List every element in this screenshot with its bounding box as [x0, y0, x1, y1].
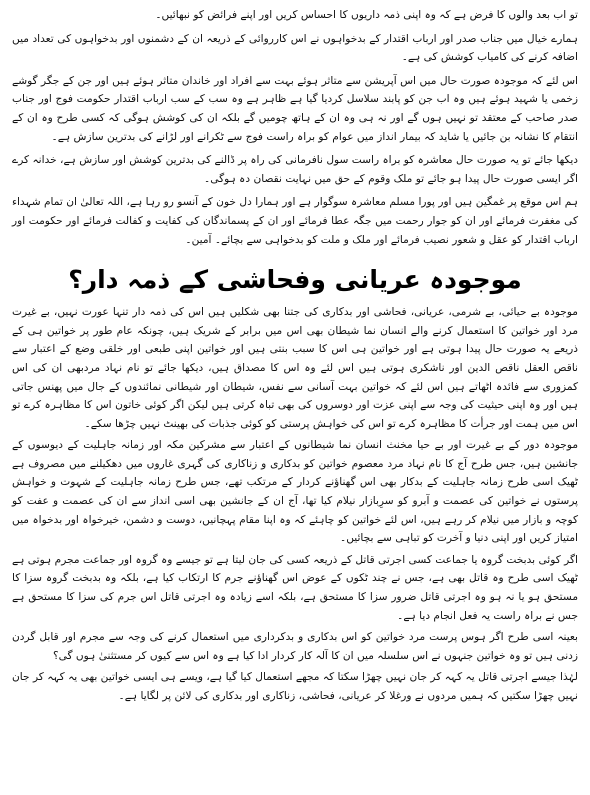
- paragraph-modern-era: موجودہ دور کے بے غیرت اور بے حیا مخنث انسان نما شیطانوں کے اعتبار سے مشرکین مکہ اور زمانہ جاہلیت کے دیوسوں کے جانشین ہیں، جس طرح آج کا نام نہاد مرد معصوم خواتین کو بدکاری و زناکاری کی گہری غاروں میں دھکیلنے میں مصروف ہے ٹھیک اسی طرح زمانہ جاہلیت کے بدکار بھی اس گھناؤنے کردار کے مرتکب تھے، جس طرح زمانہ جاہلیت کے شہوت و خواہش پرستوں نے خواتین کی عصمت و آبرو کو سرِبازار نیلام کیا تھا، آج ان کے جانشین بھی اسی انداز سے ان کی عصمت و عفت کو کوچہ و بازار میں نیلام کر رہے ہیں، اس لئے خواتین کو چاہئے کہ وہ اپنا مقام پہچانیں، دوست و دشمن، خیرخواہ اور بدخواہ میں امتیاز کریں اور اپنی دنیا و آخرت کو تباہی سے بچائیں۔: [12, 439, 578, 545]
- paragraph-opinion: ہمارے خیال میں جناب صدر اور ارباب اقتدار کے بدخواہوں نے اس کارروائی کے ذریعہ ان کے دشمنوں اور بدخواہوں کی تعداد میں اضافہ کرنے کی کامیاب کوشش کی ہے۔: [12, 32, 578, 64]
- paragraph-responsibility: موجودہ بے حیائی، بے شرمی، عریانی، فحاشی اور بدکاری کی جتنا بھی شکلیں ہیں اس کی ذمہ دار تنہا عورت نہیں، بے غیرت مرد اور خواتین کا استعمال کرنے والے انسان نما شیطان بھی اس میں برابر کے شریک ہیں، چونکہ عام طور پر خواتین ہی کے ذریعے یہ صورت حال پیدا ہوتی ہے اور خواتین ہی اس کا سبب بنتی ہیں اور خواتین اپنی طبعی اور خلقی وضع کے اعتبار سے ناقص العقل ناقص الدین اور ناشکری ہوتی ہیں اس لئے وہ اس کا مصداق ہیں، دیکھا جائے تو نام نہاد مردبھی ان کی اس کمزوری سے فائدہ اٹھاتے ہیں اس لئے کہ خواتین بہت آسانی سے نفس، شیطان اور شیطانی نمائندوں کے جال میں پھنس جاتی ہیں اور وہ اپنی حیثیت کی وجہ سے اپنی عزت اور دوسروں کی بھی تباہ کرتی ہیں لیکن اگر کوئی خاتون اس کا مظاہرہ کرے تو اس میں ہمت اور جرأت کا مظاہرہ کرے تو اس کی خواہش پرستی کو کوئی جذبات کی بھینٹ نہیں چڑھا سکے۔: [12, 306, 578, 430]
- section-heading: موجودہ عریانی وفحاشی کے ذمہ دار؟: [68, 265, 522, 295]
- paragraph-current-situation: اس لئے کہ موجودہ صورت حال میں اس آپریشن سے متاثر ہوئے بہت سے افراد اور خاندان متاثر ہوئے ہیں اور جن کے جگر گوشے زخمی یا شہید ہوئے ہیں وہ اب جن کو پابند سلاسل کردیا گیا ہے ظاہر ہے وہ سب کے سب ارباب اقتدار حکومت فوج اور جناب صدر صاحب کے معتقد تو نہیں ہوں گے اور نہ ہی وہ ان کے ہاتھ چومیں گے بلکہ ان کی کوشش ہوگی کہ کسی طرح وہ ان کے انتقام کا نشانہ بن جائیں یا شاید کہ بیمار انداز میں عوام کو براہ راست فوج سے ٹکرانے اور لڑانے کی بدترین سازش ہے۔: [12, 74, 578, 143]
- paragraph-conspiracy: دیکھا جائے تو یہ صورت حال معاشرہ کو براہ راست سول نافرمانی کی راہ پر ڈالنے کی بدترین کوشش اور سازش ہے، خدانہ کرے اگر ایسی صورت حال پیدا ہو جائے تو ملک وقوم کے حق میں نہایت نقصان دہ ہوگی۔: [12, 154, 578, 185]
- paragraph-duty-of-successors: تو اب بعد والوں کا فرض ہے کہ وہ اپنی ذمہ داریوں کا احساس کریں اور اپنے فرائض کو نبھائیں۔: [155, 9, 578, 21]
- paragraph-prayer: ہم اس موقع پر غمگین ہیں اور پورا مسلم معاشرہ سوگوار ہے اور ہمارا دل خون کے آنسو رو رہا ہے، اللہ تعالیٰ ان تمام شہداء کی مغفرت فرمائے اور ان کو جوار رحمت میں جگہ عطا فرمائے اور ان کے پسماندگان کی کفایت و کفالت فرمائے اور حکومت اور ارباب اقتدار کو عقل و شعور نصیب فرمائے اور ملک و ملت کو بدخواہی سے بچائے۔ آمین۔: [12, 196, 578, 246]
- paragraph-conclusion: لہٰذا جیسے اجرتی قاتل یہ کہہ کر جان نہیں چھڑا سکتا کہ مجھے استعمال کیا گیا ہے، ویسے ہی ایسی خواتین بھی یہ کہہ کر جان نہیں چھڑا سکتیں کہ ہمیں مردوں نے ورغلا کر عریانی، فحاشی، زناکاری اور بدکاری کی لائن پر لگایا ہے۔: [12, 671, 578, 702]
- paragraph-hired-killer: اگر کوئی بدبخت گروہ یا جماعت کسی اجرتی قاتل کے ذریعہ کسی کی جان لیتا ہے تو جیسے وہ گروہ اور جماعت مجرم ہوتی ہے ٹھیک اسی طرح وہ قاتل بھی ہے، جس نے چند ٹکوں کے عوض اس گھناؤنے جرم کا ارتکاب کیا ہے، بلکہ وہ بدبخت گروہ سزا کا مستحق ہو یا نہ ہو وہ اجرتی قاتل ضرور سزا کا مستحق ہے، بلکہ اسے زیادہ وہ اجرتی قاتل اس جرم کی سزا کا مستحق ہے جس نے براہ راست یہ فعل انجام دیا ہے۔: [12, 553, 578, 622]
- paragraph-similarly: بعینہ اسی طرح اگر ہوس پرست مرد خواتین کو اس بدکاری و بدکرداری میں استعمال کرنے کی وجہ سے مجرم اور قابل گردن زدنی ہیں تو وہ خواتین جنہوں نے اس سلسلہ میں ان کا آلہ کار کردار ادا کیا ہے وہ اس سے کیوں کر مستثنیٰ ہوں گی؟: [12, 631, 578, 662]
